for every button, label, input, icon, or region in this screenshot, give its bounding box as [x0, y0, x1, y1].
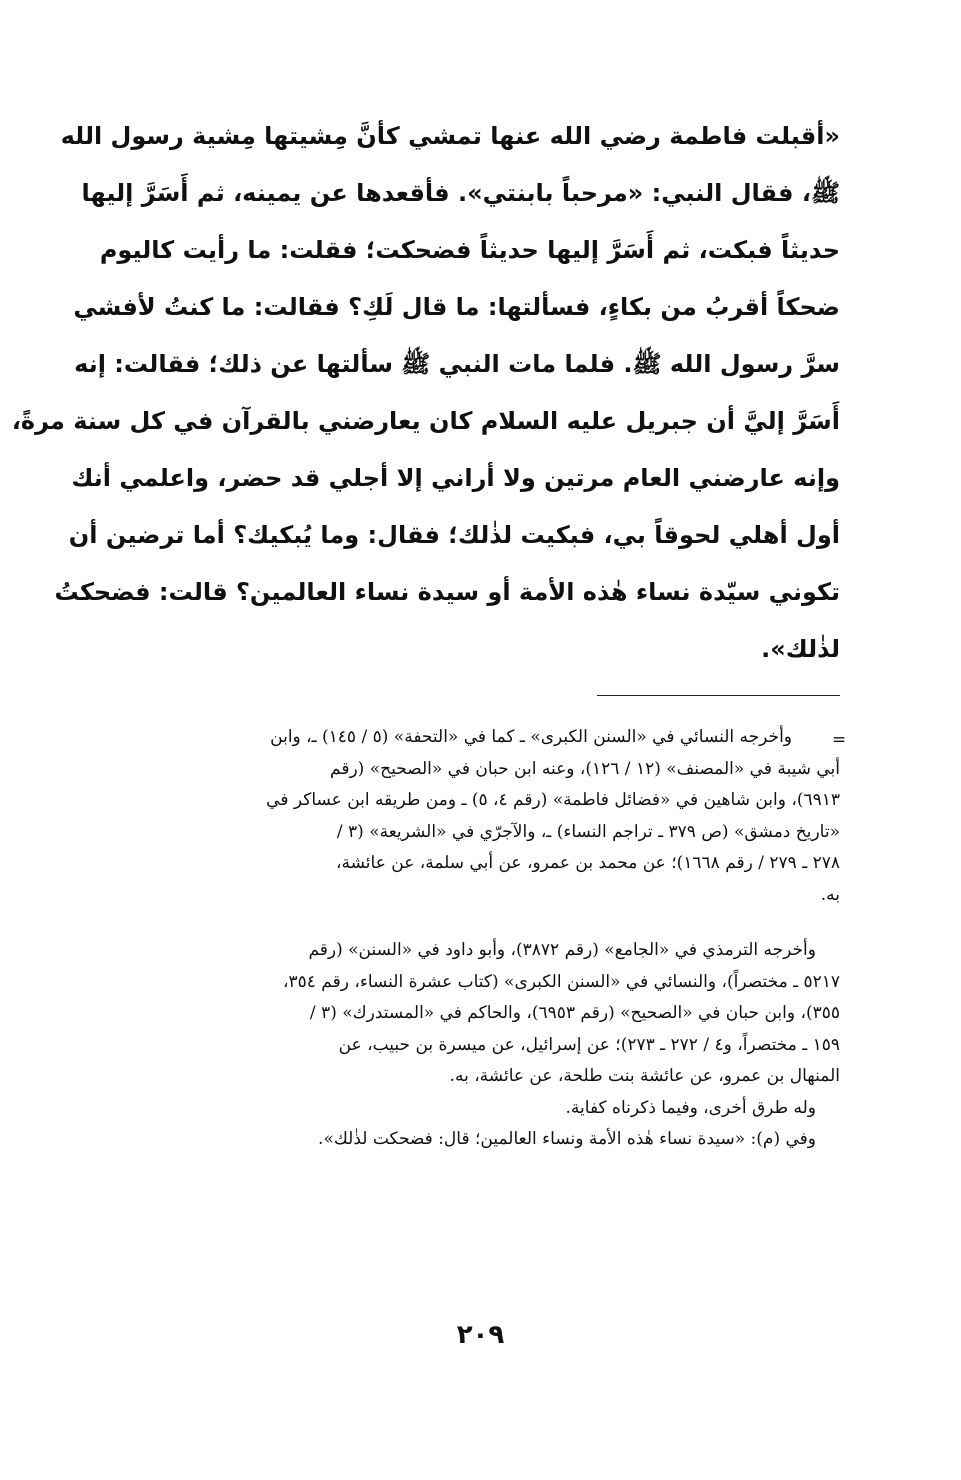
main-text-line: تكوني سيّدة نساء هٰذه الأمة أو سيدة نساء العالمين؟ قالت: فضحكتُ: [54, 578, 840, 606]
footnote-line: وله طرق أخرى، وفيما ذكرناه كفاية.: [565, 1097, 816, 1118]
footnote-line: ٢٧٨ ـ ٢٧٩ / رقم ١٦٦٨)؛ عن محمد بن عمرو، عن أبي سلمة، عن عائشة،: [336, 853, 840, 873]
main-text-line: ضحكاً أقربُ من بكاءٍ، فسألتها: ما قال لَكِ؟ فقالت: ما كنتُ لأفشي: [73, 293, 840, 321]
main-text-line: «أقبلت فاطمة رضي الله عنها تمشي كأنَّ مِشيتها مِشية رسول الله: [60, 122, 840, 150]
footnote-line: أبي شيبة في «المصنف» (١٢ / ١٢٦)، وعنه ابن حبان في «الصحيح» (رقم: [330, 758, 840, 779]
footnote-line: وأخرجه الترمذي في «الجامع» (رقم ٣٨٧٢)، وأبو داود في «السنن» (رقم: [308, 940, 816, 960]
main-text-line: وإنه عارضني العام مرتين ولا أراني إلا أجلي قد حضر، واعلمي أنك: [71, 464, 840, 492]
footnotes-block: [128, 722, 840, 1156]
footnote-line: ٣٥٥)، وابن حبان في «الصحيح» (رقم ٦٩٥٣)، والحاكم في «المستدرك» (٣ /: [309, 1003, 840, 1023]
footnote-line: وأخرجه النسائي في «السنن الكبرى» ـ كما في «التحفة» (٥ / ١٤٥) ـ، وابن: [270, 727, 792, 747]
footnote-line: المنهال بن عمرو، عن عائشة بنت طلحة، عن عائشة، به.: [449, 1066, 840, 1086]
footnote-line: «تاريخ دمشق» (ص ٣٧٩ ـ تراجم النساء) ـ، والآجرّي في «الشريعة» (٣ /: [336, 821, 840, 842]
footnote-line: وفي (م): «سيدة نساء هٰذه الأمة ونساء العالمين؛ قال: فضحكت لذٰلك».: [318, 1129, 816, 1149]
main-text-line: أَسَرَّ إليَّ أن جبريل عليه السلام كان يعارضني بالقرآن في كل سنة مرةً،: [11, 407, 840, 435]
footnote-line: ٥٢١٧ ـ مختصراً)، والنسائي في «السنن الكبرى» (كتاب عشرة النساء، رقم ٣٥٤،: [282, 971, 840, 992]
footnote-line: ١٥٩ ـ مختصراً، و٤ / ٢٧٢ ـ ٢٧٣)؛ عن إسرائيل، عن ميسرة بن حبيب، عن: [338, 1034, 840, 1055]
main-text-line: لذٰلك».: [761, 635, 840, 663]
footnote-separator: [597, 695, 840, 696]
footnote-continuation-mark: =: [832, 730, 847, 750]
footnote-line: به.: [820, 884, 840, 905]
main-text-line: أول أهلي لحوقاً بي، فبكيت لذٰلك؛ فقال: وما يُبكيك؟ أما ترضين أن: [68, 521, 840, 549]
main-text-block: [11, 108, 840, 678]
page-number: ٢٠٩: [456, 1320, 505, 1350]
main-text-line: حديثاً فبكت، ثم أَسَرَّ إليها حديثاً فضحكت؛ فقلت: ما رأيت كاليوم: [99, 236, 840, 264]
footnote-line: ٦٩١٣)، وابن شاهين في «فضائل فاطمة» (رقم ٤، ٥) ـ ومن طريقه ابن عساكر في: [266, 790, 840, 810]
main-text-line: سرَّ رسول الله ﷺ. فلما مات النبي ﷺ سألتها عن ذلك؛ فقالت: إنه: [74, 350, 840, 378]
main-text-line: ﷺ، فقال النبي: «مرحباً بابنتي». فأقعدها عن يمينه، ثم أَسَرَّ إليها: [81, 179, 840, 207]
